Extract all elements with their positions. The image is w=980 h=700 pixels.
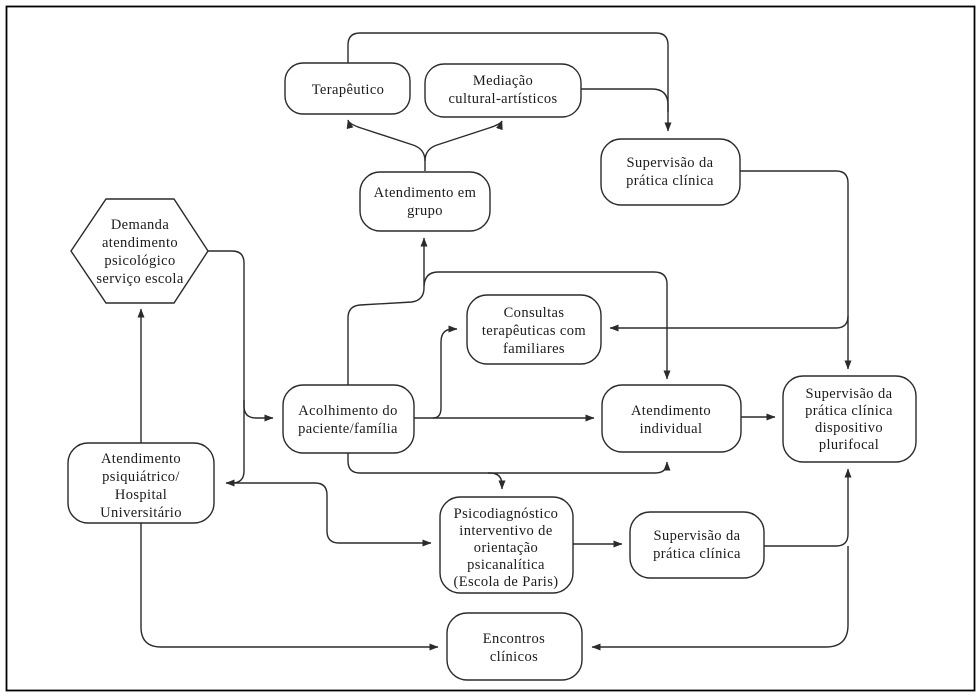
node-acolhimento-label-1: Acolhimento do	[298, 403, 398, 419]
node-supervisao-bottom	[630, 512, 764, 578]
node-consultas	[467, 295, 601, 364]
node-acolhimento	[283, 385, 414, 453]
node-psicodiagnostico-label-4: psicanalítica	[467, 557, 545, 573]
node-demanda-label-1: Demanda	[110, 217, 170, 233]
edge-branch-to-individual-bottom	[488, 462, 667, 473]
edge-supervisao-bottom-to-plurifocal	[764, 469, 848, 546]
node-demanda	[71, 199, 208, 303]
node-individual-label-2: individual	[639, 421, 703, 437]
node-psicodiagnostico-label-5: (Escola de Paris)	[453, 574, 559, 590]
node-supervisao-top	[601, 139, 740, 205]
node-psiquiatrico-label-4: Universitário	[100, 505, 182, 521]
node-psiquiatrico-label-3: Hospital	[114, 487, 168, 503]
node-acolhimento-shape	[283, 385, 414, 453]
node-plurifocal	[783, 376, 916, 462]
node-demanda-label-3: psicológico	[104, 253, 176, 269]
edge-supervisao-top-to-plurifocal	[740, 171, 848, 369]
node-encontros-label-2: clínicos	[489, 649, 539, 665]
node-grupo-label-1: Atendimento em	[373, 185, 477, 201]
node-mediacao-label-1: Mediação	[472, 73, 534, 89]
node-acolhimento-label-2: paciente/família	[298, 421, 398, 437]
node-supervisao-bottom-label-2: prática clínica	[653, 546, 741, 562]
node-supervisao-top-label-2: prática clínica	[626, 173, 714, 189]
node-demanda-shape	[71, 199, 208, 303]
node-psicodiagnostico-label-1: Psicodiagnóstico	[453, 506, 559, 522]
node-psicodiagnostico-label-2: interventivo de	[459, 523, 553, 539]
node-supervisao-bottom-shape	[630, 512, 764, 578]
node-psicodiagnostico	[440, 497, 573, 593]
node-demanda-label-4: serviço escola	[96, 271, 184, 287]
node-grupo-label-2: grupo	[407, 203, 443, 219]
edge-psiquiatrico-to-encontros	[141, 523, 438, 647]
edge-acolhimento-to-grupo	[348, 238, 424, 385]
edge-acolhimento-to-consultas-left	[433, 329, 457, 418]
node-plurifocal-label-3: dispositivo	[814, 420, 884, 436]
node-plurifocal-label-1: Supervisão da	[805, 386, 893, 402]
edge-grupo-to-mediacao	[425, 121, 502, 161]
node-psiquiatrico	[68, 443, 214, 523]
node-demanda-label-2: atendimento	[101, 235, 179, 251]
node-consultas-label-1: Consultas	[503, 305, 565, 321]
edge-acolhimento-to-psicodiagnostico-top	[348, 453, 502, 489]
node-grupo-shape	[360, 172, 490, 231]
node-terapeutico-label: Terapêutico	[311, 82, 385, 98]
node-supervisao-bottom-label-1: Supervisão da	[653, 528, 741, 544]
node-psiquiatrico-label-1: Atendimento	[100, 451, 182, 467]
node-encontros	[447, 613, 582, 680]
edge-grupo-to-terapeutico	[348, 120, 425, 171]
node-consultas-label-2: terapêuticas com	[481, 323, 587, 339]
edge-branch-to-psiquiatrico	[226, 400, 244, 483]
node-terapeutico	[285, 63, 410, 114]
node-supervisao-top-shape	[601, 139, 740, 205]
node-consultas-label-3: familiares	[503, 341, 565, 357]
node-psiquiatrico-label-2: psiquiátrico/	[102, 469, 180, 485]
node-plurifocal-label-2: prática clínica	[805, 403, 893, 419]
node-supervisao-top-label-1: Supervisão da	[626, 155, 714, 171]
node-individual	[602, 385, 741, 452]
node-psicodiagnostico-label-3: orientação	[473, 540, 539, 556]
node-encontros-label-1: Encontros	[482, 631, 546, 647]
edge-branch-to-consultas-right	[610, 316, 848, 328]
node-mediacao	[425, 64, 581, 117]
node-plurifocal-label-4: plurifocal	[818, 437, 880, 453]
node-mediacao-label-2: cultural-artísticos	[448, 91, 558, 107]
node-individual-label-1: Atendimento	[630, 403, 712, 419]
node-grupo	[360, 172, 490, 231]
edge-demanda-to-acolhimento	[208, 251, 273, 418]
edge-mediacao-to-supervisao-top	[581, 89, 668, 112]
edge-psiquiatrico-to-psicodiagnostico	[232, 483, 431, 543]
